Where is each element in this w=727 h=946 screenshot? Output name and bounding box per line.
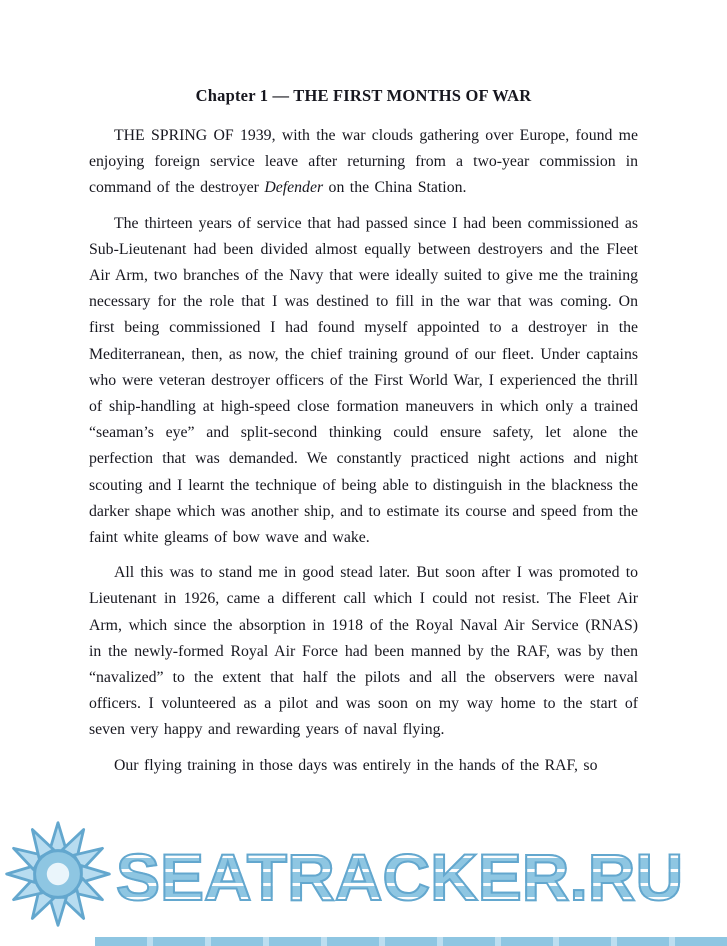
paragraph-4: Our flying training in those days was entirely in the hands of the RAF, so <box>114 756 598 774</box>
watermark <box>0 816 727 932</box>
chapter-title: Chapter 1 — THE FIRST MONTHS OF WAR <box>195 86 532 105</box>
paragraph-1-text-end: on the China Station. <box>323 179 467 197</box>
sun-icon <box>2 818 114 930</box>
paragraph-1-text: THE SPRING OF 1939, with the war clouds gathering over Europe, found me enjoying foreign service leave after returning from a two-year commission in command of the destroyer <box>89 127 638 197</box>
ship-name-italic: Defender <box>264 179 324 197</box>
paragraph-2: The thirteen years of service that had passed since I had been commissioned as Sub-Lieutenant had been divided almost equally between destroyers and the Fleet Air Arm, two branches of the Navy that were ideally suited to give me the training necessary for the role that I was destined to fill in the war that was coming. On first being commissioned I had found myself appointed to a destroyer in the Mediterranean, then, as now, the chief training ground of our fleet. Under captains who were veteran destroyer officers of the First World War, I experienced the thrill of ship-handling at high-speed close formation maneuvers in which only a trained “seaman’s eye” and split-second thinking could ensure safety, let alone the perfection that was demanded. We constantly practiced night actions and night scouting and I learnt the technique of being able to distinguish in the blackness the darker shape which was another ship, and to estimate its course and speed from the faint white gleams of bow wave and wake. <box>89 214 638 547</box>
paragraph-1 <box>89 123 638 202</box>
paragraph-3: All this was to stand me in good stead later. But soon after I was promoted to Lieutenant in 1926, came a different call which I could not resist. The Fleet Air Arm, which since the absorption in 1918 of the Royal Naval Air Service (RNAS) in the newly-formed Royal Air Force had been manned by the RAF, was by then “navalized” to the extent that half the pilots and all the observers were naval officers. I volunteered as a pilot and was soon on my way home to the start of seven very happy and rewarding years of naval flying. <box>89 564 638 739</box>
watermark-underline <box>95 937 727 946</box>
watermark-text: SEATRACKER.RU <box>116 840 684 914</box>
